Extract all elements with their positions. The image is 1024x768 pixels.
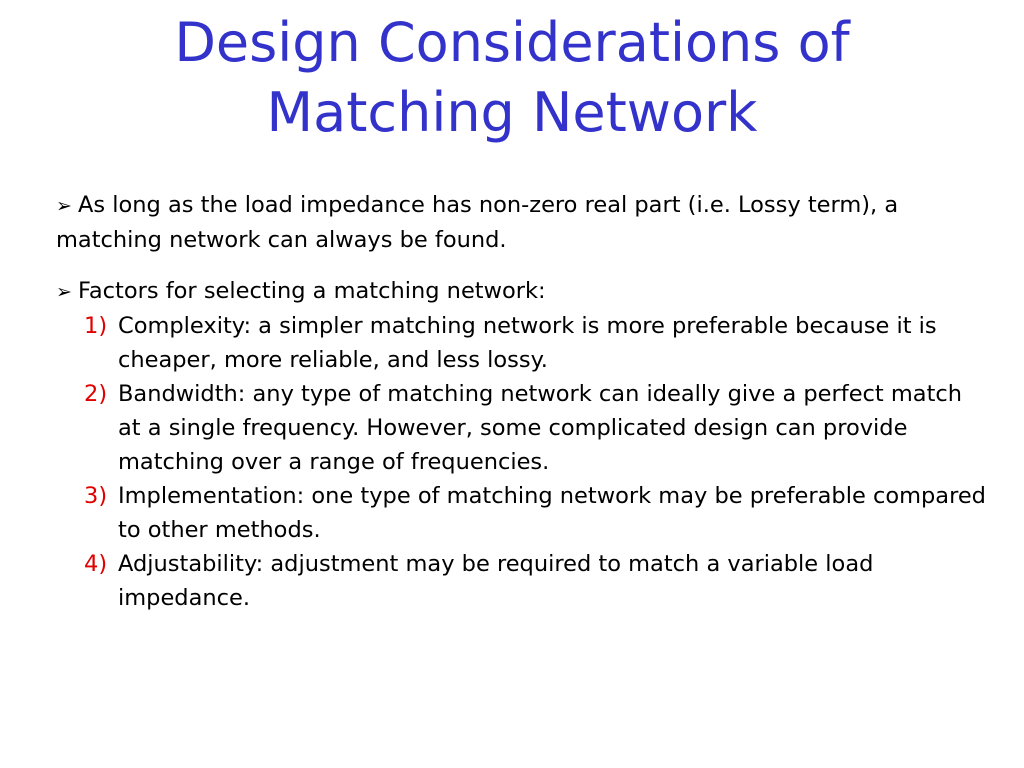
- bullet-item: [56, 188, 986, 257]
- factor-item: [56, 309, 986, 377]
- slide-body: [56, 188, 986, 615]
- factor-text: Bandwidth: any type of matching network can ideally give a perfect match at a single frequency. However, some complicated design can provide matching over a range of frequencies.: [118, 381, 963, 475]
- bullet-item: [56, 274, 986, 309]
- factors-list: [56, 309, 986, 615]
- factor-text: Complexity: a simpler matching network is more preferable because it is cheaper, more reliable, and less lossy.: [118, 313, 937, 373]
- arrow-bullet-icon: ➢: [56, 195, 72, 217]
- factor-item: [56, 547, 986, 615]
- factor-number: 2): [84, 381, 108, 407]
- factor-text: Adjustability: adjustment may be required to match a variable load impedance.: [118, 551, 874, 611]
- slide-title-line-2: Matching Network: [266, 81, 758, 144]
- factor-item: [56, 479, 986, 547]
- factor-item: [56, 377, 986, 479]
- slide-title: [0, 8, 1024, 148]
- arrow-bullet-icon: ➢: [56, 281, 72, 303]
- factor-number: 4): [84, 551, 108, 577]
- bullet-text: Factors for selecting a matching network:: [78, 278, 546, 304]
- factor-number: 3): [84, 483, 108, 509]
- factor-number: 1): [84, 313, 108, 339]
- factor-text: Implementation: one type of matching network may be preferable compared to other methods.: [118, 483, 986, 543]
- bullet-text: As long as the load impedance has non-zero real part (i.e. Lossy term), a matching network can always be found.: [56, 192, 899, 253]
- slide-title-line-1: Design Considerations of: [174, 11, 850, 74]
